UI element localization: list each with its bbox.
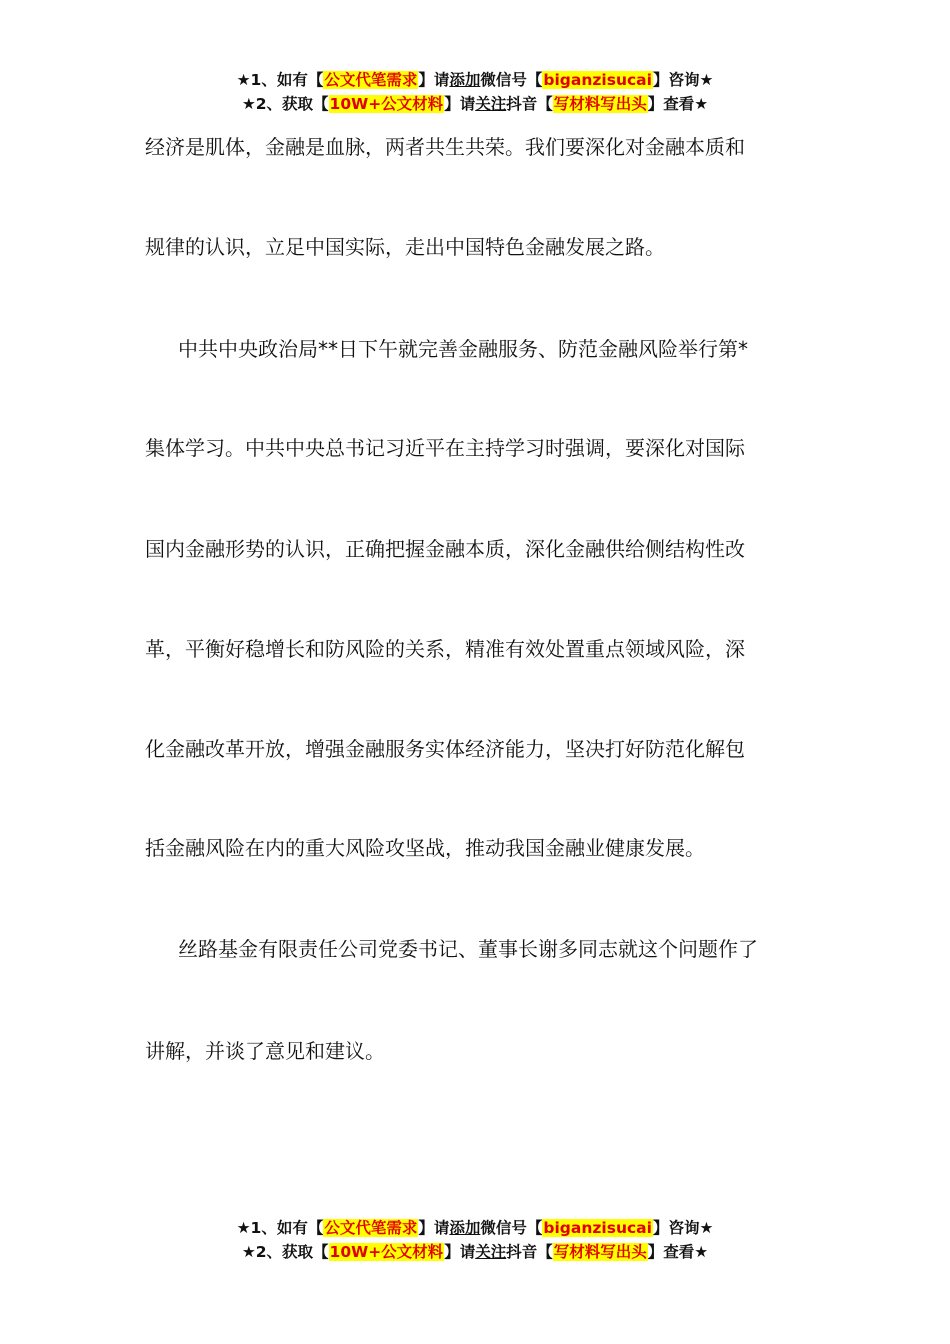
underlined-text: 添加 xyxy=(449,1219,481,1237)
banner-text: ★1、如有【 xyxy=(236,71,324,89)
banner-text: ★2、获取【 xyxy=(241,1243,329,1261)
text-line: 规律的认识，立足中国实际，走出中国特色金融发展之路。 xyxy=(145,235,665,259)
banner-text: 】咨询★ xyxy=(652,1219,714,1237)
banner-line-1 xyxy=(0,1216,950,1240)
highlight-wechat-id: biganzisucai xyxy=(543,1219,652,1237)
text-line: 讲解，并谈了意见和建议。 xyxy=(145,1039,385,1063)
highlight-service: 公文代笔需求 xyxy=(324,71,418,89)
highlight-douyin-account: 写材料写出头 xyxy=(553,1243,647,1261)
highlight-wechat-id: biganzisucai xyxy=(543,71,652,89)
text-line: 国内金融形势的认识，正确把握金融本质，深化金融供给侧结构性改 xyxy=(145,537,745,561)
banner-line-2 xyxy=(0,1240,950,1264)
banner-text: 】查看★ xyxy=(647,95,709,113)
banner-line-1 xyxy=(0,68,950,92)
banner-text: 抖音【 xyxy=(506,1243,553,1261)
footer-banner xyxy=(0,1216,950,1264)
banner-text: 】查看★ xyxy=(647,1243,709,1261)
banner-text: 抖音【 xyxy=(506,95,553,113)
banner-text: 微信号【 xyxy=(480,71,543,89)
text-line: 革，平衡好稳增长和防风险的关系，精准有效处置重点领域风险，深 xyxy=(145,637,745,661)
text-line: 集体学习。中共中央总书记习近平在主持学习时强调，要深化对国际 xyxy=(145,436,745,460)
banner-text: 】咨询★ xyxy=(652,71,714,89)
underlined-text: 关注 xyxy=(475,95,507,113)
text-line: 中共中央政治局**日下午就完善金融服务、防范金融风险举行第* xyxy=(178,337,748,361)
banner-text: 】请 xyxy=(418,71,450,89)
banner-line-2 xyxy=(0,92,950,116)
text-line: 经济是肌体，金融是血脉，两者共生共荣。我们要深化对金融本质和 xyxy=(145,135,745,159)
text-line: 括金融风险在内的重大风险攻坚战，推动我国金融业健康发展。 xyxy=(145,836,705,860)
underlined-text: 关注 xyxy=(475,1243,507,1261)
banner-text: 微信号【 xyxy=(480,1219,543,1237)
banner-text: ★2、获取【 xyxy=(241,95,329,113)
highlight-materials: 10W+公文材料 xyxy=(329,95,444,113)
highlight-service: 公文代笔需求 xyxy=(324,1219,418,1237)
text-line: 化金融改革开放，增强金融服务实体经济能力，坚决打好防范化解包 xyxy=(145,737,745,761)
text-line: 丝路基金有限责任公司党委书记、董事长谢多同志就这个问题作了 xyxy=(178,937,758,961)
banner-text: 】请 xyxy=(444,95,476,113)
banner-text: 】请 xyxy=(418,1219,450,1237)
highlight-materials: 10W+公文材料 xyxy=(329,1243,444,1261)
highlight-douyin-account: 写材料写出头 xyxy=(553,95,647,113)
underlined-text: 添加 xyxy=(449,71,481,89)
header-banner xyxy=(0,68,950,116)
banner-text: 】请 xyxy=(444,1243,476,1261)
banner-text: ★1、如有【 xyxy=(236,1219,324,1237)
